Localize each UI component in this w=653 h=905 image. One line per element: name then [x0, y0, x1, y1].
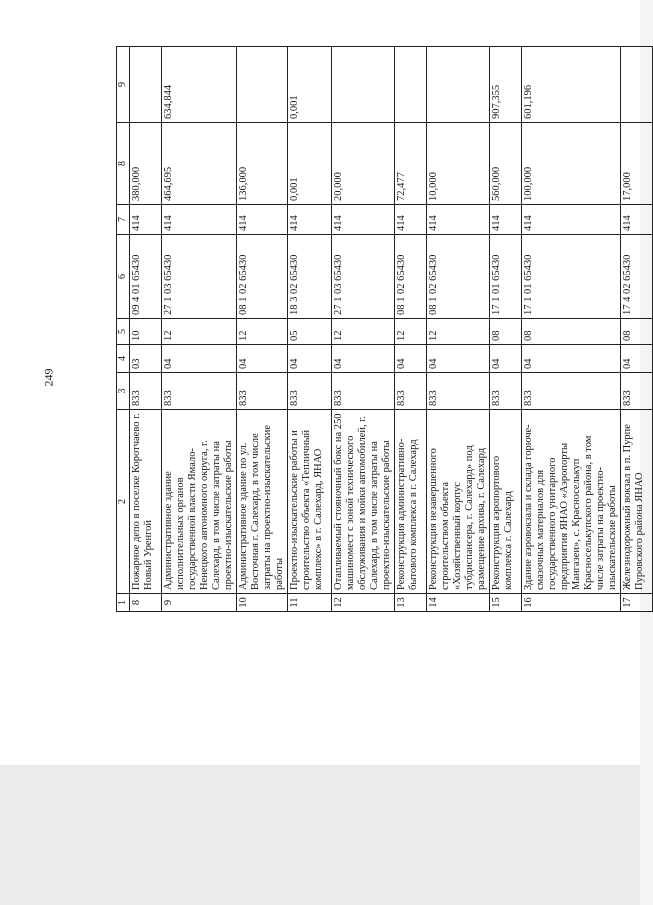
- budget-table: [116, 46, 653, 612]
- table-cell: 10,000: [427, 123, 490, 205]
- header-cell: 9: [117, 47, 130, 123]
- table-cell: 08 1 02 65430: [395, 235, 427, 319]
- table-cell: 100,000: [522, 123, 621, 205]
- table-cell: 15: [490, 594, 522, 612]
- header-cell: 2: [117, 410, 130, 594]
- object-name-cell: Пожарное депо в поселке Коротчаево г. Новый Уренгой: [130, 410, 162, 594]
- table-cell: 08: [621, 319, 653, 345]
- table-cell: 04: [490, 345, 522, 373]
- table-header-row: [117, 47, 130, 612]
- table-cell: [427, 47, 490, 123]
- header-cell: 8: [117, 123, 130, 205]
- table-cell: 380,000: [130, 123, 162, 205]
- table-cell: 414: [288, 205, 332, 235]
- table-cell: 20,000: [332, 123, 395, 205]
- table-cell: 634,844: [162, 47, 237, 123]
- table-cell: 833: [621, 373, 653, 410]
- table-cell: 14: [427, 594, 490, 612]
- table-cell: 414: [490, 205, 522, 235]
- table-row: [288, 47, 332, 612]
- table-cell: 04: [395, 345, 427, 373]
- table-cell: 833: [237, 373, 288, 410]
- table-cell: 414: [130, 205, 162, 235]
- table-cell: 833: [427, 373, 490, 410]
- table-cell: 833: [332, 373, 395, 410]
- table-cell: [130, 47, 162, 123]
- table-cell: 560,000: [490, 123, 522, 205]
- rotated-table-wrapper: [116, 46, 653, 612]
- table-cell: 08: [522, 319, 621, 345]
- table-cell: 72,477: [395, 123, 427, 205]
- table-cell: 08: [490, 319, 522, 345]
- table-cell: 04: [522, 345, 621, 373]
- object-name-cell: Реконструкция незавершенного строительством объекта «Хозяйственный корпус тубдиспансера, г. Салехард» под размещение архива, г. Салехард: [427, 410, 490, 594]
- table-cell: 414: [332, 205, 395, 235]
- table-cell: [332, 47, 395, 123]
- header-cell: 4: [117, 345, 130, 373]
- table-cell: 833: [522, 373, 621, 410]
- table-cell: 136,000: [237, 123, 288, 205]
- object-name-cell: Административное здание по ул. Восточная г. Салехард, в том числе затраты на проектно-изыскательские работы: [237, 410, 288, 594]
- table-row: [237, 47, 288, 612]
- header-cell: 3: [117, 373, 130, 410]
- object-name-cell: Железнодорожный вокзал в п. Пурпе Пуровского района ЯНАО: [621, 410, 653, 594]
- table-cell: 12: [427, 319, 490, 345]
- table-cell: 11: [288, 594, 332, 612]
- table-cell: 12: [332, 319, 395, 345]
- table-cell: 09 4 01 65430: [130, 235, 162, 319]
- table-row: [130, 47, 162, 612]
- table-cell: 833: [395, 373, 427, 410]
- table-cell: 04: [427, 345, 490, 373]
- table-cell: [395, 47, 427, 123]
- table-cell: 0,001: [288, 123, 332, 205]
- table-cell: 833: [490, 373, 522, 410]
- table-cell: 414: [621, 205, 653, 235]
- header-cell: 7: [117, 205, 130, 235]
- table-cell: 833: [162, 373, 237, 410]
- table-cell: 414: [427, 205, 490, 235]
- table-cell: 12: [237, 319, 288, 345]
- table-cell: 17 1 01 65430: [522, 235, 621, 319]
- object-name-cell: Проектно-изыскательские работы и строительство объекта «Тепличный комплекс» в г. Салехард, ЯНАО: [288, 410, 332, 594]
- object-name-cell: Реконструкция административно-бытового комплекса в г. Салехард: [395, 410, 427, 594]
- header-cell: 1: [117, 594, 130, 612]
- table-row: [332, 47, 395, 612]
- table-cell: 27 1 03 65430: [332, 235, 395, 319]
- object-name-cell: Отапливаемый стояночный бокс на 250 машиномест с зоной технического обслуживания и мойки автомобилей, г. Салехард, в том числе затраты на проектно-изыскательские работы: [332, 410, 395, 594]
- table-cell: 03: [130, 345, 162, 373]
- table-cell: 414: [522, 205, 621, 235]
- table-row: [427, 47, 490, 612]
- table-row: [522, 47, 621, 612]
- scan-background: [0, 765, 640, 905]
- table-cell: 18 3 02 65430: [288, 235, 332, 319]
- table-cell: 10: [237, 594, 288, 612]
- table-cell: 414: [162, 205, 237, 235]
- table-cell: 9: [162, 594, 237, 612]
- object-name-cell: Здание аэровокзала и склада горюче-смазочных материалов для государственного унитарного предприятия ЯНАО «Аэропорты Мангазеи», с. Красноселькуп Красноселькупского района, в том числе затраты на проектно-изыскательские работы: [522, 410, 621, 594]
- table-cell: 04: [621, 345, 653, 373]
- table-row: [162, 47, 237, 612]
- table-cell: 08 1 02 65430: [427, 235, 490, 319]
- table-row: [621, 47, 653, 612]
- table-row: [395, 47, 427, 612]
- table-cell: 12: [162, 319, 237, 345]
- table-cell: 8: [130, 594, 162, 612]
- object-name-cell: Административное здание исполнительных органов государственной власти Ямало-Ненецкого автономного округа, г. Салехард, в том числе затраты на проектно-изыскательские работы: [162, 410, 237, 594]
- object-name-cell: Реконструкция аэропортового комплекса г. Салехард: [490, 410, 522, 594]
- table-cell: 414: [237, 205, 288, 235]
- table-row: [490, 47, 522, 612]
- table-cell: 13: [395, 594, 427, 612]
- table-cell: 04: [162, 345, 237, 373]
- page-number: 249: [41, 368, 56, 387]
- table-cell: 05: [288, 319, 332, 345]
- table-cell: 04: [332, 345, 395, 373]
- table-cell: 12: [332, 594, 395, 612]
- table-cell: 464,695: [162, 123, 237, 205]
- header-cell: 5: [117, 319, 130, 345]
- table-cell: 0,001: [288, 47, 332, 123]
- table-cell: 16: [522, 594, 621, 612]
- table-cell: 27 1 03 65430: [162, 235, 237, 319]
- table-cell: 10: [130, 319, 162, 345]
- header-cell: 6: [117, 235, 130, 319]
- table-cell: 17 4 02 65430: [621, 235, 653, 319]
- table-cell: 08 1 02 65430: [237, 235, 288, 319]
- table-cell: 12: [395, 319, 427, 345]
- table-cell: 833: [288, 373, 332, 410]
- table-cell: 833: [130, 373, 162, 410]
- table-cell: 414: [395, 205, 427, 235]
- table-cell: 601,196: [522, 47, 621, 123]
- table-cell: 17 1 01 65430: [490, 235, 522, 319]
- table-cell: 17,000: [621, 123, 653, 205]
- table-cell: 04: [288, 345, 332, 373]
- table-cell: 17: [621, 594, 653, 612]
- table-cell: 907,355: [490, 47, 522, 123]
- table-cell: [237, 47, 288, 123]
- table-cell: [621, 47, 653, 123]
- table-cell: 04: [237, 345, 288, 373]
